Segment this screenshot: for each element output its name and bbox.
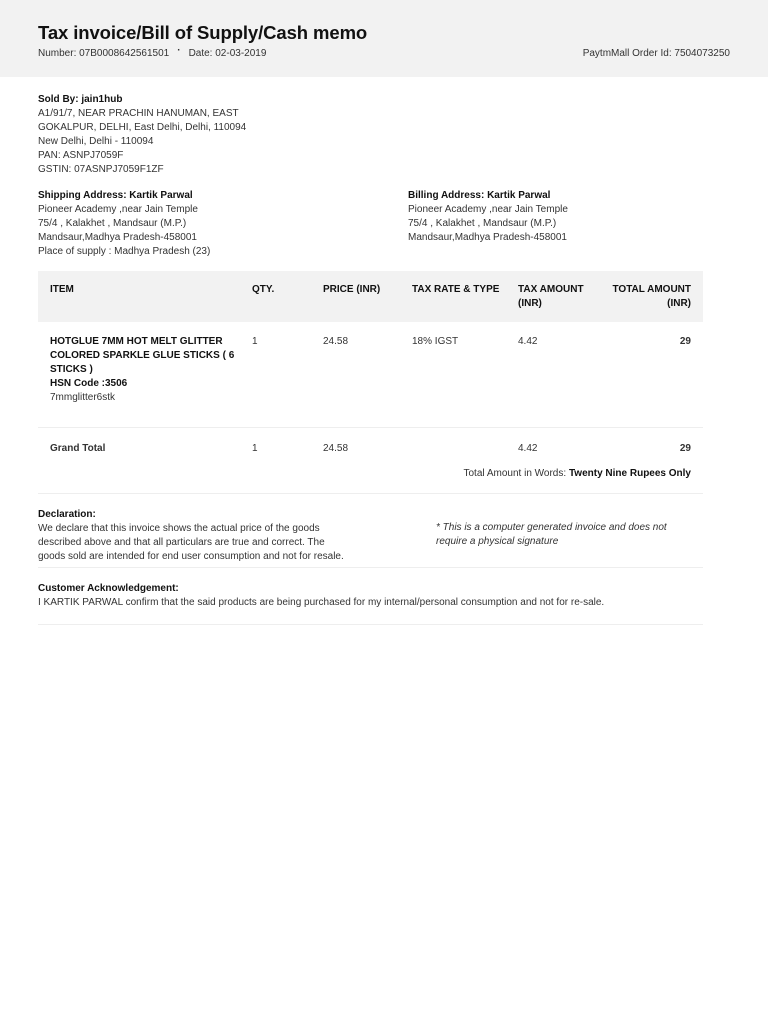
customer-acknowledgement [38,582,703,625]
amount-in-words-row [38,461,703,494]
place-of-supply: Place of supply : Madhya Pradesh (23) [38,246,211,257]
amount-in-words-value: Twenty Nine Rupees Only [568,468,691,479]
grand-total-label: Grand Total [50,442,106,454]
col-header-tax-amount-line1: TAX AMOUNT [518,284,584,295]
shipping-line: Pioneer Academy ,near Jain Temple [38,204,198,215]
amount-in-words-label: Total Amount in Words: [463,468,567,479]
invoice-number: Number: 07B0008642561501 [38,48,170,59]
invoice-date: Date: 02-03-2019 [188,48,267,59]
address-section [38,189,730,259]
seller-block [38,93,730,177]
seller-line: New Delhi, Delhi - 110094 [38,136,154,147]
acknowledgement-heading: Customer Acknowledgement: [38,583,179,594]
amount-in-words [38,461,703,494]
invoice-header [0,0,768,77]
billing-heading: Billing Address: Kartik Parwal [408,190,551,201]
col-header-price: PRICE (INR) [323,284,381,295]
acknowledgement-text: I KARTIK PARWAL confirm that the said products are being purchased for my internal/personal consumption and not for re-sale. [38,597,605,608]
billing-address [408,189,568,245]
separator-dot: · [177,45,181,56]
note-line: * This is a computer generated invoice and does not [436,522,667,533]
shipping-address [38,189,210,259]
col-header-tax-amount-line2: (INR) [518,298,542,309]
col-header-total-line2: (INR) [667,298,691,309]
col-header-qty: QTY. [252,284,275,295]
grand-total-qty: 1 [252,442,258,454]
shipping-line: Mandsaur,Madhya Pradesh-458001 [38,232,197,243]
col-header-item: ITEM [50,284,74,295]
shipping-line: 75/4 , Kalakhet , Mandsaur (M.P.) [38,218,187,229]
grand-total-row [38,427,703,461]
page-title: Tax invoice/Bill of Supply/Cash memo [38,22,368,43]
declaration-section [38,508,703,568]
col-header-total [606,271,703,322]
item-tax-amount: 4.42 [512,322,606,427]
col-header-tax-rate: TAX RATE & TYPE [412,284,500,295]
computer-generated-note [436,521,696,549]
billing-line: Pioneer Academy ,near Jain Temple [408,204,568,215]
item-sku: 7mmglitter6stk [50,392,116,403]
grand-total-tax-rate [406,427,512,461]
note-line: require a physical signature [436,536,559,547]
invoice-meta-left [38,45,267,59]
seller-line: A1/91/7, NEAR PRACHIN HANUMAN, EAST [38,108,239,119]
declaration-text: We declare that this invoice shows the actual price of the goods [38,523,320,534]
seller-line: GOKALPUR, DELHI, East Delhi, Delhi, 110094 [38,122,247,133]
item-name-line: COLORED SPARKLE GLUE STICKS ( 6 [50,350,235,361]
table-row [38,322,703,427]
invoice-meta [38,45,730,59]
table-header-row [38,271,703,322]
item-name-line: STICKS ) [50,364,93,375]
declaration [38,508,378,564]
item-tax-rate: 18% IGST [406,322,512,427]
declaration-heading: Declaration: [38,509,96,520]
billing-line: Mandsaur,Madhya Pradesh-458001 [408,232,567,243]
hsn-code: HSN Code :3506 [50,378,128,389]
billing-line: 75/4 , Kalakhet , Mandsaur (M.P.) [408,218,557,229]
seller-gstin: GSTIN: 07ASNPJ7059F1ZF [38,164,164,175]
grand-total-tax-amount: 4.42 [518,442,538,454]
item-price: 24.58 [317,322,406,427]
col-header-tax-amount [512,271,606,322]
col-header-total-line1: TOTAL AMOUNT [612,284,691,295]
sold-by: Sold By: jain1hub [38,94,123,105]
invoice-body [0,93,768,625]
declaration-text: described above and that all particulars are true and correct. The [38,537,325,548]
seller-pan: PAN: ASNPJ7059F [38,150,124,161]
item-qty: 1 [246,322,317,427]
item-name-line: HOTGLUE 7MM HOT MELT GLITTER [50,336,223,347]
item-cell [38,322,246,427]
grand-total-price: 24.58 [323,442,349,454]
declaration-text: goods sold are intended for end user consumption and not for resale. [38,551,344,562]
item-total: 29 [606,322,703,427]
items-table [38,271,703,494]
order-id: PaytmMall Order Id: 7504073250 [582,48,730,59]
shipping-heading: Shipping Address: Kartik Parwal [38,190,193,201]
grand-total-amount: 29 [679,442,691,454]
